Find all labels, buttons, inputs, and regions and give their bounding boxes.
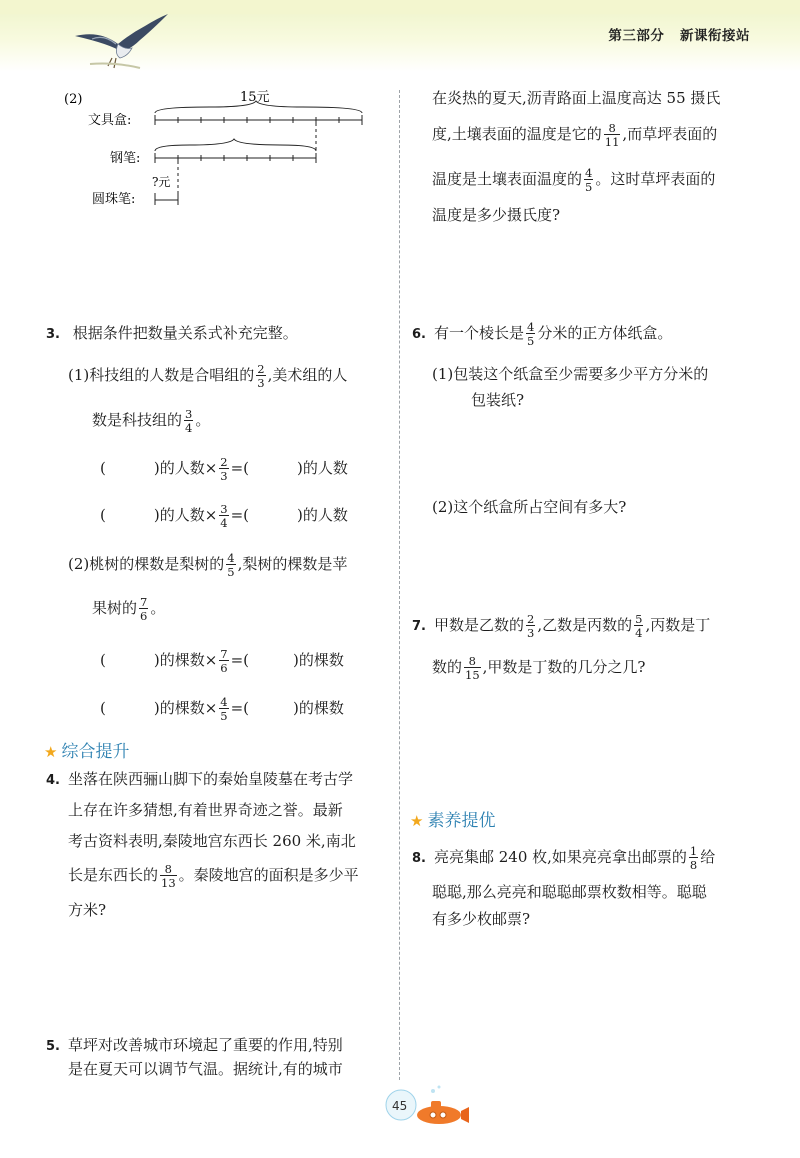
q5-cont-line1: 在炎热的夏天,沥青路面上温度高达 55 摄氏 (432, 89, 721, 107)
row-label-pen: 钢笔: (110, 151, 141, 166)
row-label-ballpen: 圆珠笔: (92, 192, 136, 207)
section-heading-comprehensive: ★ 综合提升 (44, 742, 130, 762)
q3-p2-line1: (2)桃树的棵数是梨树的 $\frac{4}{5}$ ,梨树的棵数是苹 (68, 551, 348, 580)
q4-line1: 4. 坐落在陕西骊山脚下的秦始皇陵墓在考古学 (46, 770, 353, 788)
total-brace (155, 101, 362, 113)
unknown-label: ?元 (152, 175, 171, 189)
q6-p1-line2: 包装纸? (471, 391, 525, 409)
column-divider (399, 90, 400, 1080)
seagull-icon (70, 4, 180, 74)
q3-p2-formula2: ( )的棵数× $\frac{4}{5}$ =( )的棵数 (100, 695, 344, 724)
diagram-total-label: 15元 (240, 90, 270, 105)
page-number: 45 (392, 1099, 408, 1113)
row-label-pencil-box: 文具盒: (88, 113, 132, 128)
fraction: $\frac{3}{4}$ (185, 407, 193, 436)
q3-p1-formula1: ( )的人数× $\frac{2}{3}$ =( )的人数 (100, 455, 348, 484)
q5-cont-line2: 度,土壤表面的温度是它的 $\frac{8}{11}$ ,而草坪表面的 (432, 121, 718, 150)
star-icon: ★ (410, 812, 424, 830)
q8-line2: 聪聪,那么亮亮和聪聪邮票枚数相等。聪聪 (432, 883, 707, 901)
header-title: 第三部分 新课衔接站 (608, 28, 750, 44)
q3-text: 根据条件把数量关系式补充完整。 (72, 324, 298, 342)
fraction: $\frac{2}{3}$ (257, 362, 265, 391)
q6-p1-line1: (1)包装这个纸盒至少需要多少平方分米的 (432, 365, 709, 383)
q4-line4: 长是东西长的 $\frac{8}{13}$ 。秦陵地宫的面积是多少平 (68, 862, 359, 891)
q3-number: 3. (46, 327, 60, 342)
q3-p2-formula1: ( )的棵数× $\frac{7}{6}$ =( )的棵数 (100, 647, 344, 676)
q4-line2: 上存在许多猜想,有着世界奇迹之誉。最新 (68, 801, 343, 819)
q6-line1: 6. 有一个棱长是 $\frac{4}{5}$ 分米的正方体纸盒。 (412, 320, 673, 349)
q4-line5: 方米? (68, 901, 107, 919)
line-segment-diagram (64, 85, 380, 215)
q7-line1: 7. 甲数是乙数的 $\frac{2}{3}$ ,乙数是丙数的 $\frac{5}{4}$ ,丙数是丁 (412, 612, 711, 641)
pen-brace (155, 139, 316, 151)
q5-cont-line4: 温度是多少摄氏度? (432, 206, 561, 224)
q3-title (46, 326, 298, 341)
q4-line3: 考古资料表明,秦陵地宫东西长 260 米,南北 (68, 832, 356, 850)
q3-p1-line1: (1)科技组的人数是合唱组的 $\frac{2}{3}$ ,美术组的人 (68, 362, 348, 391)
star-icon: ★ (44, 743, 58, 761)
section-heading-literacy: ★ 素养提优 (410, 811, 496, 831)
q5-cont-line3: 温度是土壤表面温度的 $\frac{4}{5}$ 。这时草坪表面的 (432, 166, 716, 195)
q3-p1-formula2: ( )的人数× $\frac{3}{4}$ =( )的人数 (100, 502, 348, 531)
q5-line2: 是在夏天可以调节气温。据统计,有的城市 (68, 1060, 343, 1078)
q3-p2-line2: 果树的 $\frac{7}{6}$ 。 (92, 595, 166, 624)
q7-line2: 数的 $\frac{8}{15}$ ,甲数是丁数的几分之几? (432, 654, 646, 683)
q6-p2: (2)这个纸盒所占空间有多大? (432, 498, 627, 516)
q3-p1-line2: 数是科技组的 $\frac{3}{4}$ 。 (92, 407, 211, 436)
q8-line1: 8. 亮亮集邮 240 枚,如果亮亮拿出邮票的 $\frac{1}{8}$ 给 (412, 844, 716, 873)
q5-line1: 5. 草坪对改善城市环境起了重要的作用,特别 (46, 1036, 343, 1054)
diagram-label: (2) (64, 92, 83, 107)
q8-line3: 有多少枚邮票? (432, 910, 531, 928)
